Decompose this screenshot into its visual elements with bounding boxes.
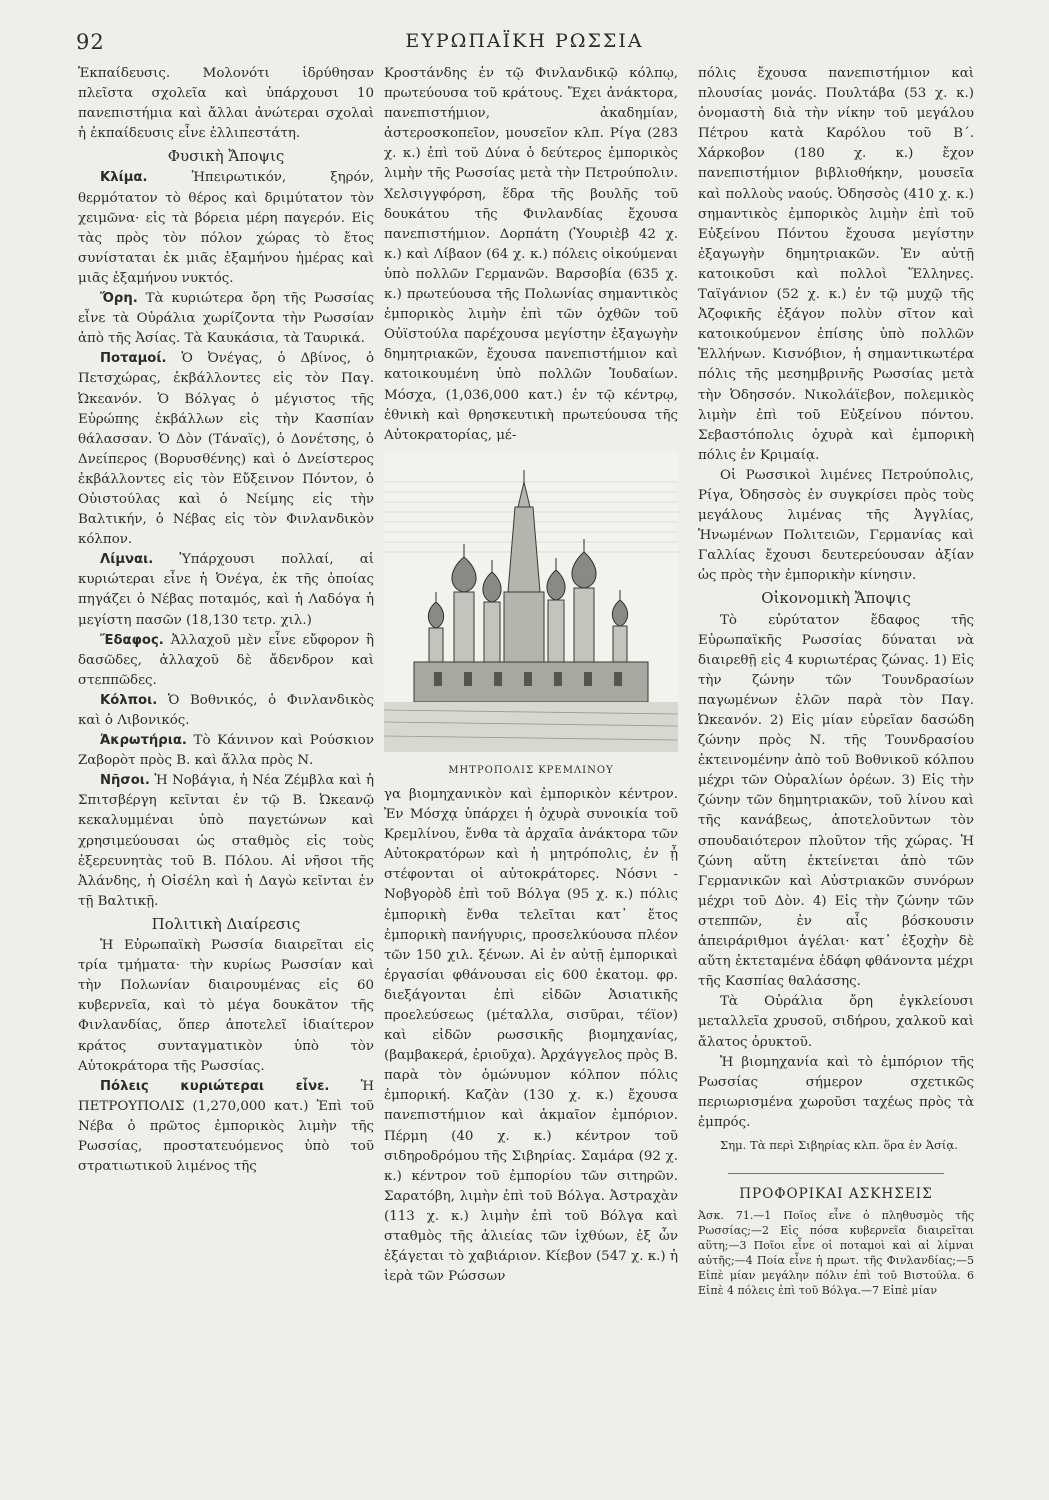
soil-paragraph xyxy=(78,631,374,691)
capes-label: Ἀκρωτήρια. xyxy=(100,733,187,749)
page-number: 92 xyxy=(76,30,105,54)
zones-paragraph: Τὸ εὐρύτατον ἔδαφος τῆς Εὐρωπαϊκῆς Ρωσσίας δύναται νὰ διαιρεθῇ εἰς 4 κυριωτέρας ζώνας. 1) Εἰς τὴν ζώνην τῶν Τουνδρασίων παγωμένων ἑλῶν παρὰ τὸν Παγ. Ὠκεανόν. 2) Εἰς μίαν εὐρεῖαν δασώδη ζώνην πρὸς Ν. τῆς Τουνδρασίου ἐκτεινομένην ἀπὸ τοῦ Βοθνικοῦ κόλπου μέχρι τῶν Οὐραλίων ὀρέων. 3) Εἰς τὴν ζώνην τῶν δημητριακῶν, τοῦ λίνου καὶ τῆς κανάβεως, ἀποτελοῦντων τὸν σπουδαιότερον πλοῦτον τῆς χώρας. Ἡ ζώνη αὕτη ἐκτείνεται ἀπὸ τῶν Γερμανικῶν καὶ Αὐστριακῶν συνόρων μέχρι τοῦ Δὸν. 4) Εἰς τὴν ζώνην τῶν στεππῶν, ἐν αἷς βόσκουσιν ἀπειράριθμοι ἀγέλαι· κατ᾽ ἐξοχὴν δὲ αὕτη ἐκτεταμένα ἐδάφη φθάνοντα μέχρι τῆς Κασπίας θαλάσσης. xyxy=(698,612,974,990)
capes-text: Τὸ Κάνινον καὶ Ρούσκιον Ζαβορὸτ πρὸς Β. καὶ ἄλλα πρὸς Ν. xyxy=(78,733,374,769)
climate-paragraph xyxy=(78,168,374,289)
column-2 xyxy=(384,64,678,1287)
section-heading-physical: Φυσικὴ Ἄποψις xyxy=(167,147,285,166)
kremlin-cathedral-illustration xyxy=(384,452,678,752)
column-3 xyxy=(698,64,974,1298)
gulfs-text: Ὁ Βοθνικός, ὁ Φινλανδικὸς καὶ ὁ Λιβονικός. xyxy=(78,692,374,728)
running-title: ΕΥΡΩΠΑΪΚΗ ΡΩΣΣΙΑ xyxy=(405,30,644,52)
soil-text: Ἀλλαχοῦ μὲν εἶνε εὔφορον ἢ δασῶδες, ἀλλαχοῦ δὲ ἄδενδρον καὶ στεππῶδες. xyxy=(78,632,374,688)
gulfs-paragraph xyxy=(78,691,374,731)
mountains-label: Ὄρη. xyxy=(100,291,138,307)
industry-paragraph: Ἡ βιομηχανία καὶ τὸ ἐμπόριον τῆς Ρωσσίας σήμερον σχετικῶς περιωρισμένα χωροῦσι ταχέως πρὸς τὰ ἐμπρός. xyxy=(698,1054,974,1130)
rivers-paragraph xyxy=(78,349,374,550)
cities-label: Πόλεις κυριώτεραι εἶνε. xyxy=(100,1078,330,1094)
lakes-label: Λίμναι. xyxy=(100,552,154,568)
capes-paragraph xyxy=(78,731,374,771)
islands-label: Νῆσοι. xyxy=(100,773,150,789)
rivers-text: Ὁ Ὀνέγας, ὁ Δβίνος, ὁ Πετσχώρας, ἐκβάλλοντες εἰς τὸν Παγ. Ὠκεανόν. Ὁ Βόλγας ὁ μέγιστος τῆς Εὐρώπης ἐκβάλλων εἰς τὴν Κασπίαν θάλασσαν. Ὁ Δὸν (Τάναϊς), ὁ Δονέτσης, ὁ Δνείπερος (Βορυσθένης) καὶ ὁ Δνείστερος ἐκβάλλοντες εἰς τὸν Εὔξεινον Πόντον, ὁ Οὐιστούλας καὶ ὁ Νείμης εἰς τὴν Βαλτικήν, ὁ Νέβας εἰς τὸν Φινλανδικὸν κόλπον. xyxy=(78,351,375,548)
islands-text: Ἡ Νοβάγια, ἡ Νέα Ζέμβλα καὶ ἡ Σπιτσβέργη κεῖνται ἐν τῷ Β. Ὠκεανῷ κεκαλυμμέναι ὑπὸ παγετώνων καὶ χρησιμεύουσαι ὡς σταθμὸς εἰς τοὺς ἐξερευνητὰς τοῦ Β. Πόλου. Αἱ νῆσοι τῆς Ἀλάνδης, ἡ Οἰσέλη καὶ ἡ Δαγὼ κεῖνται ἐν τῇ Βαλτικῇ. xyxy=(78,773,374,909)
exercises-text: Ἀσκ. 71.—1 Ποῖος εἶνε ὁ πληθυσμὸς τῆς Ρωσσίας;—2 Εἰς πόσα κυβερνεῖα διαιρεῖται αὕτη;—3 Ποῖοι εἶνε οἱ ποταμοὶ καὶ αἱ λίμναι αὐτῆς;—4 Ποία εἶνε ἡ πρωτ. τῆς Φινλανδίας;—5 Εἰπὲ μίαν μεγάλην πόλιν ἐπὶ τοῦ Βιστούλα. 6 Εἰπὲ 4 πόλεις ἐπὶ τοῦ Βόλγα.—7 Εἰπὲ μίαν xyxy=(698,1209,974,1298)
mountains-text: Τὰ κυριώτερα ὄρη τῆς Ρωσσίας εἶνε τὰ Οὐράλια χωρίζοντα τὴν Ρωσσίαν ἀπὸ τῆς Ἀσίας. Τὰ Καυκάσια, τὰ Ταυρικά. xyxy=(78,291,374,347)
moscow-paragraph: γα βιομηχανικὸν καὶ ἐμπορικὸν κέντρον. Ἐν Μόσχᾳ ὑπάρχει ἡ ὀχυρὰ συνοικία τοῦ Κρεμλίνου, ἔνθα τὰ ἀρχαῖα ἀνάκτορα τῶν Αὐτοκρατόρων καὶ ἡ μητρόπολις, ἐν ᾗ στέφονται οἱ αὐτοκράτορες. Νόσνι - Νοβγορὸδ ἐπὶ τοῦ Βόλγα (95 χ. κ.) πόλις ἐμπορικὴ ἔνθα τελεῖται κατ᾽ ἔτος ἐμπορικὴ πανήγυρις, προσελκύουσα πλέον τῶν 150 χιλ. ξένων. Αἱ ἐν αὐτῇ ἐμπορικαὶ ἐργασίαι φθάνουσαι εἰς 600 ἑκατομ. φρ. διεξάγονται ἐπὶ εἰδῶν Ἀσιατικῆς προελεύσεως (μέταλλα, σισῦραι, τέϊον) καὶ εἰδῶν ρωσσικῆς βιομηχανίας, (βαμβακερά, ἐριοῦχα). Ἀρχάγγελος πρὸς Β. παρὰ τὸν ὁμώνυμον κόλπον πόλις ἐμπορική. Καζὰν (130 χ. κ.) ἔχουσα πανεπιστήμιον καὶ ἀκμαῖον ἐμπόριον. Πέρμη (40 χ. κ.) κέντρον τοῦ σιδηροδρόμου τῆς Σιβηρίας. Σαμάρα (92 χ. κ.) κέντρον τοῦ ἐμπορίου τῶν σιτηρῶν. Σαρατόβη, λιμὴν ἐπὶ τοῦ Βόλγα. Ἀστραχὰν (113 χ. κ.) λιμὴν ἐπὶ τοῦ Βόλγα καὶ σταθμὸς τῆς ἁλιείας τῶν ἰχθύων, ἐξ ὧν ἐξάγεται τὸ χαβιάριον. Κίεβον (547 χ. κ.) ἡ ἱερὰ τῶν Ρώσσων xyxy=(384,786,678,1285)
climate-text: Ἠπειρωτικόν, ξηρόν, θερμότατον τὸ θέρος καὶ δριμύτατον τὸν χειμῶνα· εἰς τὰ βόρεια μέρη παγερόν. Εἰς τὰς πρὸς τὸν πόλον χώρας τὸ ἔτος συνίσταται ἐκ μιᾶς ἑξαμήνου ἡμέρας καὶ μιᾶς ἑξαμήνου νυκτός. xyxy=(78,170,374,286)
soil-label: Ἔδαφος. xyxy=(100,632,164,648)
section-heading-political: Πολιτικὴ Διαίρεσις xyxy=(151,914,301,933)
exercises-title: ΠΡΟΦΟΡΙΚΑΙ ΑΣΚΗΣΕΙΣ xyxy=(739,1185,933,1202)
climate-label: Κλίμα. xyxy=(100,170,148,186)
lakes-paragraph xyxy=(78,550,374,630)
political-paragraph: Ἡ Εὐρωπαϊκὴ Ρωσσία διαιρεῖται εἰς τρία τμήματα· τὴν κυρίως Ρωσσίαν καὶ τὴν Πολωνίαν διαιρουμένας εἰς 60 κυβερνεῖα, καὶ τὸ μέγα δουκᾶτον τῆς Φινλανδίας, ὅπερ ἀποτελεῖ ἰδιαίτερον κράτος συνταγματικὸν ὑπὸ τὸν Αὐτοκράτορα τῆς Ρωσσίας. xyxy=(78,938,374,1074)
rivers-label: Ποταμοί. xyxy=(100,351,167,367)
cities-paragraph xyxy=(78,1077,374,1177)
cities-text: Ἡ ΠΕΤΡΟΥΠΟΛΙΣ (1,270,000 κατ.) Ἐπὶ τοῦ Νέβα ὁ πρῶτος ἐμπορικὸς λιμὴν τῆς Ρωσσίας, προστατευόμενος ὑπὸ τοῦ στρατιωτικοῦ λιμένος τῆς xyxy=(78,1078,374,1175)
cities-continued-paragraph: Κροστάνδης ἐν τῷ Φινλανδικῷ κόλπῳ, πρωτεύουσα τοῦ κράτους. Ἔχει ἀνάκτορα, πανεπιστήμιον, ἀκαδημίαν, ἀστεροσκοπεῖον, μουσεῖον κλπ. Ρίγα (283 χ. κ.) ἐπὶ τοῦ Δύνα ὁ δεύτερος ἐμπορικὸς λιμὴν τῆς Ρωσσίας μετὰ τὴν Πετρούπολιν. Χελσιγγφόρση, ἕδρα τῆς βουλῆς τοῦ δουκάτου τῆς Φινλανδίας ἔχουσα πανεπιστήμιον. Δορπάτη (Ὑουριὲβ 42 χ. κ.) καὶ Λίβαον (64 χ. κ.) πόλεις οἰκούμεναι ὑπὸ πολλῶν Γερμανῶν. Βαρσοβία (635 χ. κ.) πρωτεύουσα τῆς Πολωνίας σημαντικὸς ἐμπορικὸς λιμὴν ἐπὶ τῶν ὀχθῶν τοῦ Οὐϊστούλα παρέχουσα μεγίστην ἐξαγωγὴν δημητριακῶν, ἔχουσα πανεπιστήμιον καὶ κατοικουμένη ὑπὸ πολλῶν Ἰουδαίων. Μόσχα, (1,036,000 κατ.) ἐν τῷ κέντρῳ, ἐθνικὴ καὶ θρησκευτικὴ πρωτεύουσα τῆς Αὐτοκρατορίας, μέ- xyxy=(384,66,678,443)
figure-caption: ΜΗΤΡΟΠΟΛΙΣ ΚΡΕΜΛΙΝΟΥ xyxy=(448,764,614,776)
section-divider xyxy=(728,1173,944,1174)
gulfs-label: Κόλποι. xyxy=(100,692,158,708)
education-paragraph: Ἐκπαίδευσις. Μολονότι ἱδρύθησαν πλεῖστα σχολεῖα καὶ ὑπάρχουσι 10 πανεπιστήμια καὶ ἄλλαι ἀνώτεραι σχολαὶ ἡ ἐκπαίδευσις εἶνε ἐλλιπεστάτη. xyxy=(78,66,374,142)
islands-paragraph xyxy=(78,771,374,912)
ports-paragraph: Οἱ Ρωσσικοὶ λιμένες Πετρούπολις, Ρίγα, Ὀδησσὸς ἐν συγκρίσει πρὸς τοὺς μεγάλους λιμένας τῆς Ἀγγλίας, Ἡνωμένων Πολιτειῶν, Γερμανίας καὶ Γαλλίας ἔχουσι δευτερεύουσαν ἀξίαν ὡς πρὸς τὴν ἐμπορικὴν κίνησιν. xyxy=(698,467,974,584)
column-1 xyxy=(78,64,374,1177)
section-heading-economic: Οἰκονομικὴ Ἄποψις xyxy=(761,589,911,608)
ural-mines-paragraph: Τὰ Οὐράλια ὄρη ἐγκλείουσι μεταλλεῖα χρυσοῦ, σιδήρου, χαλκοῦ καὶ ἄλατος ὀρυκτοῦ. xyxy=(698,994,974,1050)
mountains-paragraph xyxy=(78,289,374,349)
lakes-text: Ὑπάρχουσι πολλαί, αἱ κυριώτεραι εἶνε ἡ Ὀνέγα, ἐκ τῆς ὁποίας πηγάζει ὁ Νέβας ποταμός, καὶ ἡ Λαδόγα ἡ μεγίστη πασῶν (18,130 τετρ. χιλ.) xyxy=(78,552,374,628)
southern-cities-paragraph: πόλις ἔχουσα πανεπιστήμιον καὶ πλουσίας μονάς. Πουλτάβα (53 χ. κ.) ὀνομαστὴ διὰ τὴν νίκην τοῦ μεγάλου Πέτρου κατὰ Καρόλου τοῦ Β΄. Χάρκοβον (180 χ. κ.) ἔχον πανεπιστήμιον βιβλιοθήκην, μουσεῖα καὶ πολλοὺς ναούς. Ὀδησσὸς (410 χ. κ.) σημαντικὸς ἐμπορικὸς λιμὴν ἐπὶ τοῦ Εὐξείνου Πόντου ἔχουσα μεγίστην ἐξαγωγὴν δημητριακῶν. Ἐν αὐτῇ κατοικοῦσι καὶ πολλοὶ Ἕλληνες. Ταϊγάνιον (52 χ. κ.) ἐν τῷ μυχῷ τῆς Ἀζοφικῆς ἐξάγον πολὺν σῖτον καὶ κατοικούμενον ἐπίσης ὑπὸ πολλῶν Ἑλλήνων. Κισνόβιον, ἡ σημαντικωτέρα πόλις τῆς μεσημβρινῆς Ρωσσίας μετὰ τὴν Ὀδησσόν. Νικολάϊεβον, πολεμικὸς λιμὴν ἐπὶ τοῦ Εὐξείνου πόντου. Σεβαστόπολις ὀχυρὰ καὶ ἐμπορικὴ πόλις ἐν Κριμαίᾳ. xyxy=(698,66,974,463)
footnote: Σημ. Τὰ περὶ Σιβηρίας κλπ. ὅρα ἐν Ἀσίᾳ. xyxy=(720,1137,958,1152)
